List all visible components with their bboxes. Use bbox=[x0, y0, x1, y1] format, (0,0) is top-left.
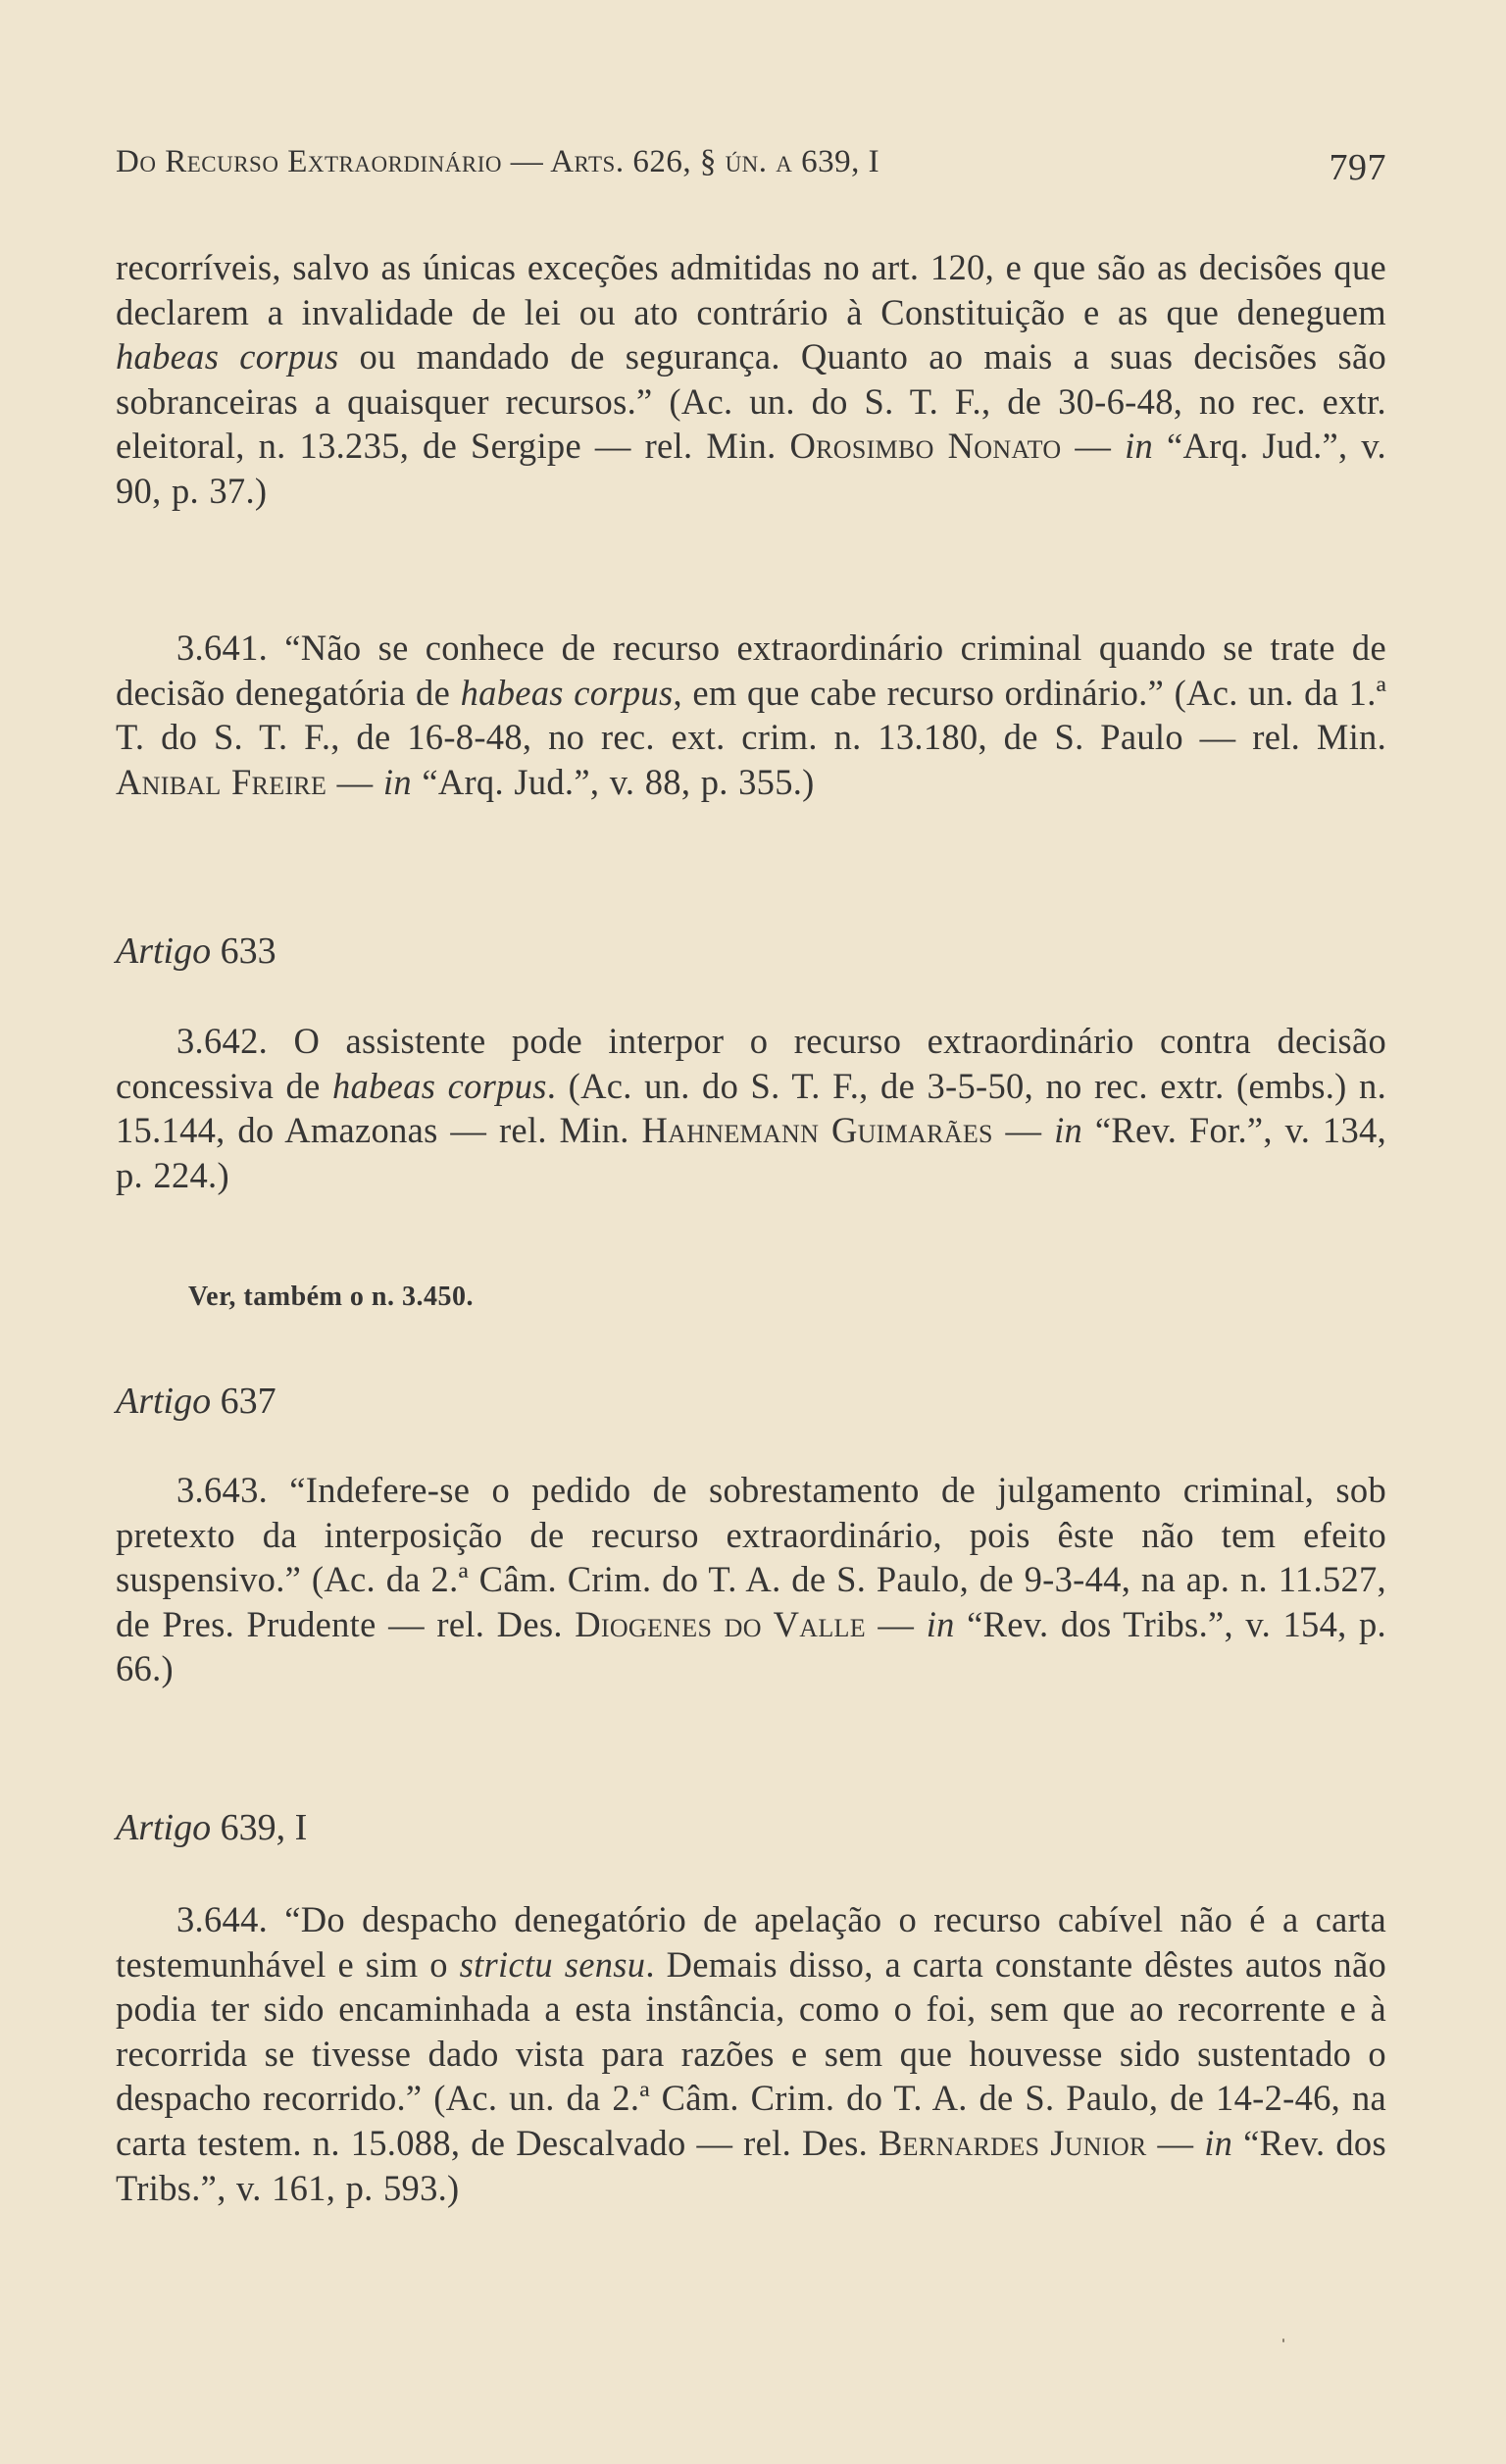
citation: “Arq. Jud.”, v. 88, p. 355.) bbox=[411, 761, 815, 802]
heading-number: 639, I bbox=[211, 1807, 308, 1848]
citation: “Rev. dos Tribs.”, v. 161, p. 593.) bbox=[116, 2122, 1386, 2208]
rapporteur-name: Bernardes Junior bbox=[878, 2122, 1147, 2163]
entry-number: 3.641. bbox=[176, 628, 269, 668]
running-head bbox=[116, 144, 1386, 193]
latin-term: habeas corpus bbox=[116, 336, 339, 377]
rapporteur-name: Orosimbo Nonato bbox=[789, 426, 1062, 467]
entry-number: 3.643. bbox=[176, 1470, 269, 1510]
jurisprudence-entry bbox=[116, 626, 1386, 804]
continuation-paragraph bbox=[116, 245, 1386, 514]
in-word: in bbox=[926, 1603, 955, 1644]
section-heading-artigo-633 bbox=[116, 930, 276, 973]
dash: — bbox=[326, 761, 383, 802]
text-run: ou mandado de segurança. Quanto ao mais a suas decisões são sobranceiras a quaisquer recursos.” (Ac. un. do S. T. F., de 30-6-48, no rec. extr. eleitoral, n. 13.235, de Sergipe — rel. Min. bbox=[116, 336, 1386, 467]
jurisprudence-entry bbox=[116, 1897, 1386, 2210]
text-run: . (Ac. un. do S. T. F., de 3-5-50, no rec. extr. (embs.) n. 15.144, do Amazonas — rel. Min. bbox=[116, 1065, 1387, 1151]
dash: — bbox=[992, 1110, 1055, 1151]
paper-speck bbox=[1282, 2338, 1284, 2342]
text-run: O assistente pode interpor o recurso extraordinário contra decisão concessiva de bbox=[116, 1021, 1386, 1106]
text-run: “Indefere-se o pedido de sobrestamento de julgamento criminal, sob pretexto da interposição de recurso extraordinário, pois êste não tem efeito suspensivo.” (Ac. da 2.ª Câm. Crim. do T. A. de S. Paulo, de 9-3-44, na ap. n. 11.527, de Pres. Prudente — rel. Des. bbox=[116, 1470, 1386, 1644]
heading-word: Artigo bbox=[116, 1807, 212, 1848]
citation: “Arq. Jud.”, v. 90, p. 37.) bbox=[116, 426, 1386, 511]
in-word: in bbox=[1125, 426, 1154, 467]
heading-word: Artigo bbox=[116, 930, 212, 972]
citation: “Rev. dos Tribs.”, v. 154, p. 66.) bbox=[116, 1603, 1386, 1689]
text-run: “Não se conhece de recurso extraordinário criminal quando se trate de decisão denegatória de bbox=[116, 628, 1386, 713]
dash: — bbox=[1146, 2122, 1205, 2163]
entry-number: 3.642. bbox=[176, 1021, 269, 1061]
cross-reference-note: Ver, também o n. 3.450. bbox=[188, 1282, 474, 1312]
text-run: , em que cabe recurso ordinário.” (Ac. un. da 1.ª T. do S. T. F., de 16-8-48, no rec. ext. crim. n. 13.180, de S. Paulo — rel. Min. bbox=[116, 672, 1387, 758]
text-run: . Demais disso, a carta constante dêstes autos não podia ter sido encaminhada a esta instância, como o foi, sem que ao recorrente e à recorrida se tivesse dado vista para razões e sem que houvesse sido sustentado o despacho recorrido.” (Ac. un. da 2.ª Câm. Crim. do T. A. de S. Paulo, de 14-2-46, na carta testem. n. 15.088, de Descalvado — rel. Des. bbox=[116, 1943, 1386, 2163]
heading-number: 637 bbox=[211, 1381, 276, 1422]
text-run: recorríveis, salvo as únicas exceções admitidas no art. 120, e que são as decisões que declarem a invalidade de lei ou ato contrário à Constituição e as que deneguem bbox=[116, 247, 1386, 332]
jurisprudence-entry bbox=[116, 1019, 1386, 1197]
section-heading-artigo-639 bbox=[116, 1806, 307, 1849]
section-heading-artigo-637 bbox=[116, 1380, 276, 1423]
latin-term: habeas corpus bbox=[332, 1065, 547, 1106]
rapporteur-name: Diogenes do Valle bbox=[575, 1603, 866, 1644]
dash: — bbox=[1061, 426, 1126, 467]
latin-term: habeas corpus bbox=[460, 672, 674, 713]
in-word: in bbox=[1054, 1110, 1083, 1151]
rapporteur-name: Anibal Freire bbox=[116, 761, 327, 802]
running-head-title: Do Recurso Extraordinário — Arts. 626, § ún. a 639, I bbox=[116, 144, 880, 179]
in-word: in bbox=[1204, 2122, 1233, 2163]
entry-number: 3.644. bbox=[176, 1899, 269, 1939]
in-word: in bbox=[382, 761, 412, 802]
heading-word: Artigo bbox=[116, 1381, 212, 1422]
page-number: 797 bbox=[1329, 147, 1386, 188]
jurisprudence-entry bbox=[116, 1468, 1386, 1691]
rapporteur-name: Hahnemann Guimarães bbox=[641, 1110, 993, 1151]
citation: “Rev. For.”, v. 134, p. 224.) bbox=[116, 1110, 1386, 1195]
latin-term: strictu sensu bbox=[459, 1943, 646, 1985]
text-run: “Do despacho denegatório de apelação o recurso cabível não é a carta testemunhável e sim o bbox=[116, 1899, 1386, 1985]
dash: — bbox=[865, 1603, 927, 1644]
heading-number: 633 bbox=[211, 930, 276, 972]
